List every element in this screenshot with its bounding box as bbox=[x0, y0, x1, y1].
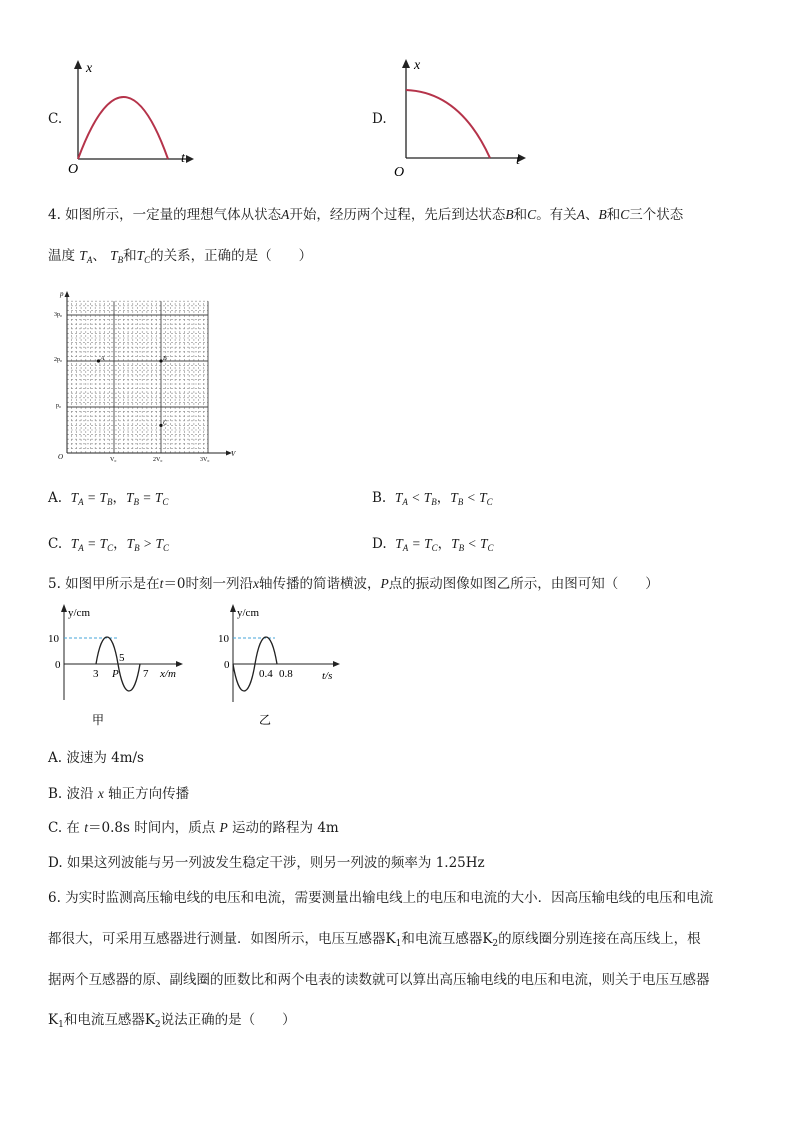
jia-point-p: P bbox=[112, 668, 119, 680]
pv-point-label: C bbox=[163, 420, 168, 427]
pv-xtick: 2V₀ bbox=[153, 457, 163, 463]
jia-y-label: y/cm bbox=[68, 607, 90, 619]
pv-xtick: 3V₀ bbox=[200, 457, 210, 463]
yi-x-label: t/s bbox=[322, 670, 333, 682]
jia-x-label: x/m bbox=[160, 668, 176, 680]
pv-point-label: A bbox=[100, 356, 105, 362]
q5-option-a[interactable]: A. 波速为 4m/s bbox=[48, 750, 144, 766]
jia-caption: 甲 bbox=[92, 713, 105, 727]
q4-stem-line2: 温度 $T_A$、 $T_B$和$T_C$的关系，正确的是（ ） bbox=[48, 248, 313, 265]
yi-caption: 乙 bbox=[259, 713, 272, 727]
pv-point-label: B bbox=[163, 356, 167, 362]
q4-option-d[interactable]: D. $T_A = T_C$，$T_B < T_C$ bbox=[372, 536, 494, 553]
q5-option-b[interactable]: B. 波沿 x 轴正方向传播 bbox=[48, 786, 190, 802]
jia-tick: 5 bbox=[119, 652, 125, 664]
jia-tick: 3 bbox=[93, 668, 99, 680]
origin-label: O bbox=[394, 165, 405, 180]
q5-option-c[interactable]: C. 在 t＝0.8s 时间内，质点 P 运动的路程为 4m bbox=[48, 820, 339, 836]
q6-stem-line1: 6. 为实时监测高压输电线的电压和电流，需要测量出输电线上的电压和电流的大小．因高压输电线的电压和电流 bbox=[48, 890, 714, 906]
wave-graph-jia bbox=[48, 600, 198, 730]
axis-t-label: t bbox=[181, 151, 185, 166]
yi-amp-label: 10 bbox=[218, 633, 229, 645]
jia-tick: 7 bbox=[143, 668, 149, 680]
q4-stem-line1: 4. 如图所示，一定量的理想气体从状态A开始，经历两个过程，先后到达状态B和C。有关A、B和C三个状态 bbox=[48, 207, 684, 223]
q5-stem: 5. 如图甲所示是在t＝0时刻一列沿x轴传播的简谐横波，P点的振动图像如图乙所示，由图可知（ ） bbox=[48, 576, 659, 592]
q4-option-c[interactable]: C. $T_A = T_C$，$T_B > T_C$ bbox=[48, 536, 170, 553]
q5-option-d[interactable]: D. 如果这列波能与另一列波发生稳定干涉，则另一列波的频率为 1.25Hz bbox=[48, 855, 485, 871]
option-d-graph bbox=[390, 52, 530, 182]
yi-zero-label: 0 bbox=[224, 659, 230, 671]
pv-origin: O bbox=[58, 453, 64, 461]
option-c-graph bbox=[60, 55, 200, 180]
axis-x-label: x bbox=[86, 61, 93, 76]
q6-stem-line2: 都很大，可采用互感器进行测量．如图所示，电压互感器$K_1$和电流互感器$K_2$的原线圈分别连接在高压线上，根 bbox=[48, 931, 701, 949]
wave-graph-yi bbox=[215, 600, 355, 730]
option-c-label: C. bbox=[48, 111, 63, 127]
option-d-label: D. bbox=[372, 111, 387, 127]
pv-graph bbox=[50, 285, 240, 465]
pv-ytick: 2p₀ bbox=[54, 357, 63, 363]
q6-stem-line4: $K_1$和电流互感器$K_2$说法正确的是（ ） bbox=[48, 1012, 296, 1030]
q6-stem-line3: 据两个互感器的原、副线圈的匝数比和两个电表的读数就可以算出高压输电线的电压和电流，则关于电压互感器 bbox=[48, 972, 710, 988]
yi-tick: 0.4 bbox=[259, 668, 273, 680]
pv-x-label: V bbox=[231, 450, 236, 458]
pv-xtick: V₀ bbox=[110, 457, 117, 463]
yi-y-label: y/cm bbox=[237, 607, 259, 619]
jia-amp-label: 10 bbox=[48, 633, 59, 645]
q4-option-a[interactable]: A. $T_A = T_B$，$T_B = T_C$ bbox=[48, 490, 169, 507]
pv-ytick: 3p₀ bbox=[54, 312, 63, 318]
q4-option-b[interactable]: B. $T_A < T_B$，$T_B < T_C$ bbox=[372, 490, 493, 507]
origin-label: O bbox=[68, 162, 79, 177]
axis-t-label: t bbox=[516, 153, 520, 168]
pv-y-label: p bbox=[60, 290, 64, 298]
pv-ytick: p₀ bbox=[56, 403, 62, 409]
jia-zero-label: 0 bbox=[55, 659, 61, 671]
yi-tick: 0.8 bbox=[279, 668, 293, 680]
axis-x-label: x bbox=[414, 58, 421, 73]
